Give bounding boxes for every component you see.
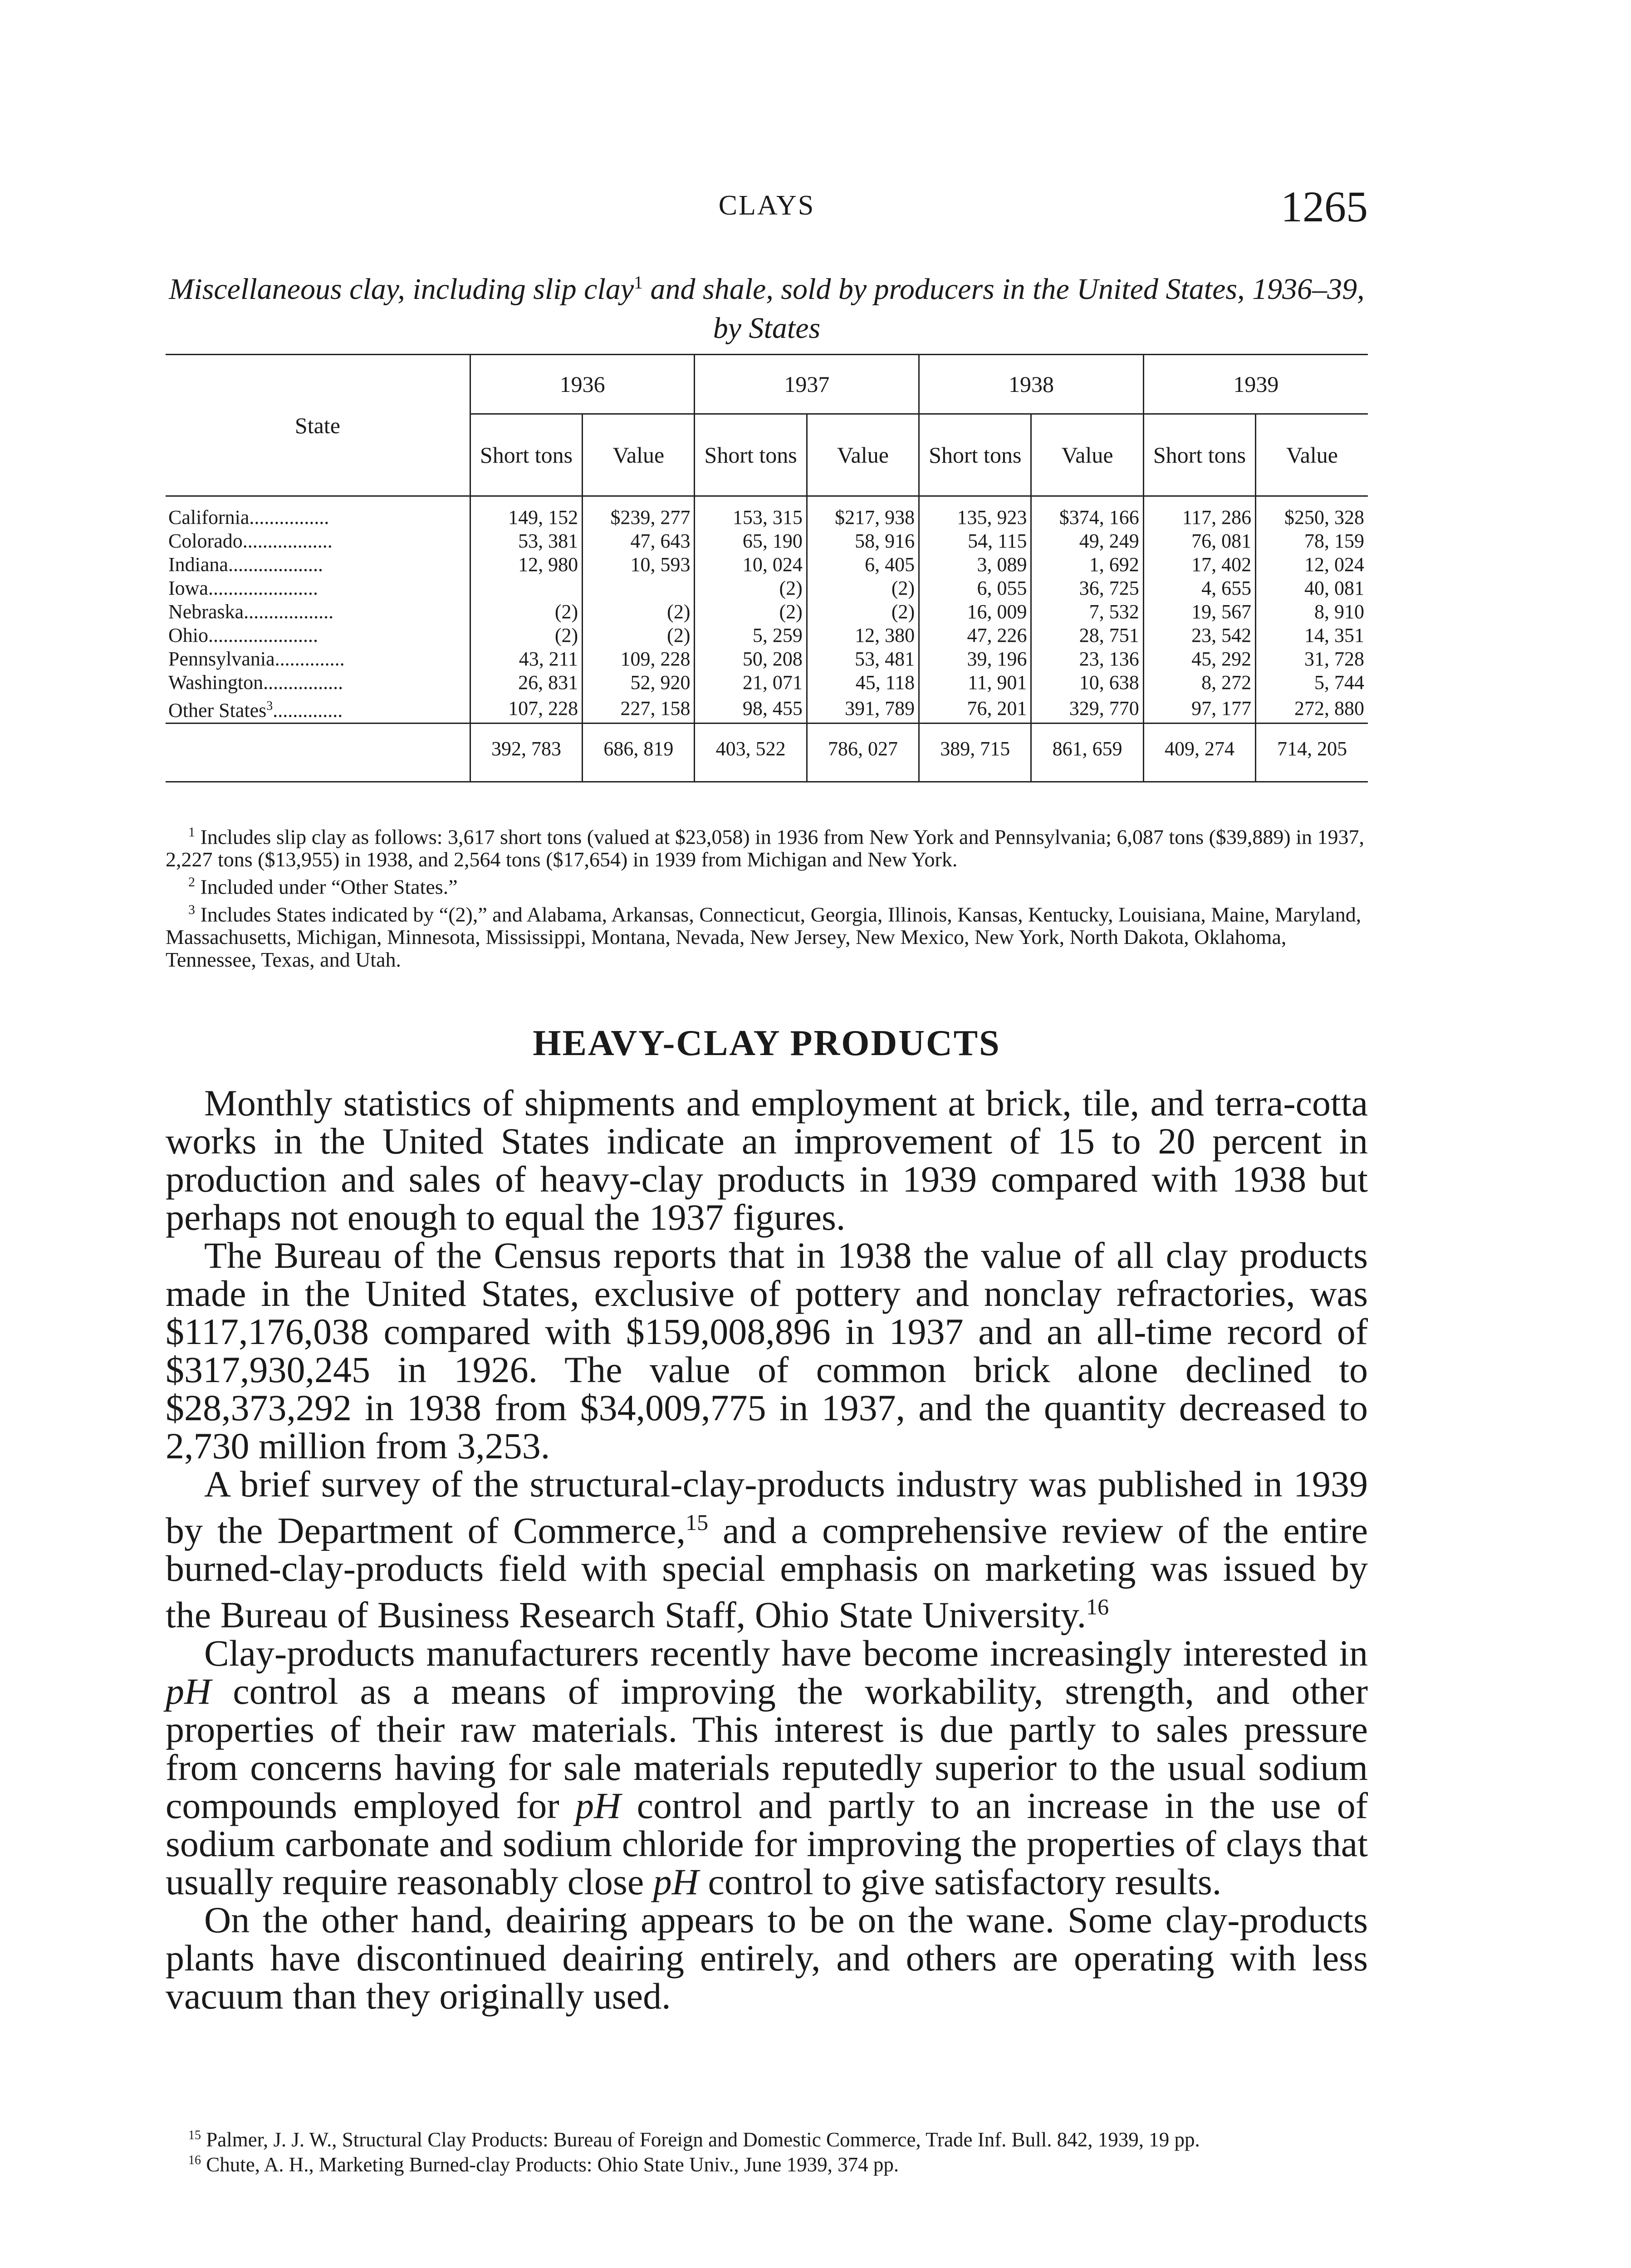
value-cell: 10, 593 xyxy=(583,553,695,577)
paragraph-text: A brief survey of the structural-clay-products industry was published in 1939 by the Department of Commerce, xyxy=(166,1463,1368,1551)
table-note xyxy=(166,899,1368,971)
footnote-number: 15 xyxy=(188,2128,201,2142)
table-header-row xyxy=(166,355,1368,414)
short-tons-cell: 107, 228 xyxy=(470,694,582,723)
short-tons-cell: 47, 226 xyxy=(919,624,1031,647)
total-label-cell xyxy=(166,723,470,782)
short-tons-cell: 10, 024 xyxy=(695,553,807,577)
leader-dots: .............. xyxy=(273,699,343,722)
table-row xyxy=(166,647,1368,671)
value-cell: 31, 728 xyxy=(1256,647,1368,671)
value-header: Value xyxy=(1031,414,1143,496)
short-tons-cell: (2) xyxy=(470,600,582,624)
value-cell: 12, 024 xyxy=(1256,553,1368,577)
short-tons-cell: 153, 315 xyxy=(695,496,807,530)
value-cell: $239, 277 xyxy=(583,496,695,530)
short-tons-cell: 50, 208 xyxy=(695,647,807,671)
short-tons-cell: (2) xyxy=(695,600,807,624)
state-cell xyxy=(166,671,470,694)
state-name: Nebraska xyxy=(168,601,244,623)
note-text: Includes slip clay as follows: 3,617 short tons (valued at $23,058) in 1936 from New York and Pennsylvania; 6,087 tons ($39,889) in 1937, 2,227 tons ($13,955) in 1938, and 2,564 tons ($17,654) in 1939 from Michigan and New York. xyxy=(166,825,1365,871)
value-cell: 45, 118 xyxy=(807,671,919,694)
paragraph-text: Clay-products manufacturers recently have become increasingly interested in xyxy=(204,1632,1368,1674)
value-cell: 6, 405 xyxy=(807,553,919,577)
year-header: 1936 xyxy=(470,355,695,414)
table-row xyxy=(166,496,1368,530)
short-tons-header: Short tons xyxy=(695,414,807,496)
table-row xyxy=(166,671,1368,694)
short-tons-cell: 54, 115 xyxy=(919,529,1031,553)
value-cell: $250, 328 xyxy=(1256,496,1368,530)
table-row xyxy=(166,553,1368,577)
caption-text: Miscellaneous clay, including slip clay xyxy=(169,273,634,306)
short-tons-cell: 97, 177 xyxy=(1143,694,1255,723)
value-cell: 28, 751 xyxy=(1031,624,1143,647)
table-row xyxy=(166,694,1368,723)
note-text: Included under “Other States.” xyxy=(200,875,458,899)
short-tons-cell: 21, 071 xyxy=(695,671,807,694)
value-cell: $217, 938 xyxy=(807,496,919,530)
table-row xyxy=(166,529,1368,553)
leader-dots: ................ xyxy=(249,506,329,528)
value-cell: 272, 880 xyxy=(1256,694,1368,723)
state-name: Pennsylvania xyxy=(168,648,275,670)
short-tons-header: Short tons xyxy=(470,414,582,496)
value-cell: 12, 380 xyxy=(807,624,919,647)
ph-term: pH xyxy=(653,1861,699,1902)
state-column-header: State xyxy=(166,355,470,496)
state-name: Washington xyxy=(168,671,264,694)
value-cell: 10, 638 xyxy=(1031,671,1143,694)
note-ref: 3 xyxy=(266,699,273,713)
short-tons-cell: 6, 055 xyxy=(919,577,1031,600)
paragraph xyxy=(166,1465,1368,1634)
note-text: Includes States indicated by “(2),” and Alabama, Arkansas, Connecticut, Georgia, Illinois, Kansas, Kentucky, Louisiana, Maine, Maryland, Massachusetts, Michigan, Minnesota, Mississippi, Montana, Nevada, New Jersey, New Mexico, New York, North Dakota, Oklahoma, Tennessee, Texas, and Utah. xyxy=(166,902,1362,971)
value-cell: 58, 916 xyxy=(807,529,919,553)
value-cell: $374, 166 xyxy=(1031,496,1143,530)
value-cell: 78, 159 xyxy=(1256,529,1368,553)
short-tons-cell: 17, 402 xyxy=(1143,553,1255,577)
short-tons-cell: 39, 196 xyxy=(919,647,1031,671)
state-cell xyxy=(166,553,470,577)
value-cell: (2) xyxy=(807,577,919,600)
value-cell: 23, 136 xyxy=(1031,647,1143,671)
caption-note-ref: 1 xyxy=(634,272,643,293)
value-header: Value xyxy=(583,414,695,496)
value-header: Value xyxy=(1256,414,1368,496)
state-cell xyxy=(166,496,470,530)
footnote-number: 16 xyxy=(188,2153,201,2167)
value-cell: 53, 481 xyxy=(807,647,919,671)
running-title: CLAYS xyxy=(718,190,815,221)
short-tons-cell xyxy=(470,577,582,600)
table-body xyxy=(166,496,1368,782)
footnotes xyxy=(166,2125,1368,2175)
value-cell: 227, 158 xyxy=(583,694,695,723)
paragraph-text: control as a means of improving the workability, strength, and other properties of their raw materials. This interest is due partly to sales pressure from concerns having for sale materials reputedly superior to the usual sodium compounds employed for xyxy=(166,1670,1368,1826)
value-cell: 391, 789 xyxy=(807,694,919,723)
short-tons-cell: (2) xyxy=(470,624,582,647)
total-cell: 714, 205 xyxy=(1256,723,1368,782)
footnote xyxy=(166,2150,1368,2175)
leader-dots: ...................... xyxy=(208,577,318,599)
state-cell xyxy=(166,624,470,647)
total-cell: 403, 522 xyxy=(695,723,807,782)
leader-dots: ...................... xyxy=(208,624,318,646)
footnote-ref: 16 xyxy=(1086,1594,1109,1620)
value-cell: (2) xyxy=(583,600,695,624)
running-head xyxy=(166,181,1368,231)
state-cell xyxy=(166,647,470,671)
short-tons-cell: 135, 923 xyxy=(919,496,1031,530)
value-cell: (2) xyxy=(807,600,919,624)
short-tons-cell: 76, 201 xyxy=(919,694,1031,723)
state-cell xyxy=(166,529,470,553)
value-cell: 109, 228 xyxy=(583,647,695,671)
paragraph-text: and a comprehensive review of the entire burned-clay-products field with special emphasis on marketing was issued by the Bureau of Business Research Staff, Ohio State University. xyxy=(166,1510,1368,1636)
clay-table-wrapper xyxy=(166,354,1368,782)
short-tons-cell: 98, 455 xyxy=(695,694,807,723)
leader-dots: .................. xyxy=(242,530,333,552)
page-number: 1265 xyxy=(1281,182,1368,231)
state-name: Other States xyxy=(168,699,267,722)
leader-dots: ................... xyxy=(228,553,323,576)
short-tons-cell: 53, 381 xyxy=(470,529,582,553)
table-row xyxy=(166,600,1368,624)
short-tons-cell: 19, 567 xyxy=(1143,600,1255,624)
value-cell: 36, 725 xyxy=(1031,577,1143,600)
short-tons-header: Short tons xyxy=(919,414,1031,496)
table-notes xyxy=(166,821,1368,971)
value-cell: 5, 744 xyxy=(1256,671,1368,694)
short-tons-cell: 43, 211 xyxy=(470,647,582,671)
total-cell: 392, 783 xyxy=(470,723,582,782)
value-cell: 8, 910 xyxy=(1256,600,1368,624)
table-row xyxy=(166,624,1368,647)
paragraph: On the other hand, deairing appears to be on the wane. Some clay-products plants have discontinued deairing entirely, and others are operating with less vacuum than they originally used. xyxy=(166,1899,1368,2017)
ph-term: pH xyxy=(166,1670,211,1712)
total-cell: 861, 659 xyxy=(1031,723,1143,782)
short-tons-cell: 3, 089 xyxy=(919,553,1031,577)
short-tons-cell: 117, 286 xyxy=(1143,496,1255,530)
short-tons-cell: 11, 901 xyxy=(919,671,1031,694)
paragraph-text: control to give satisfactory results. xyxy=(698,1861,1222,1902)
state-cell xyxy=(166,577,470,600)
year-header: 1937 xyxy=(695,355,919,414)
paragraph xyxy=(166,1634,1368,1901)
paragraph: Monthly statistics of shipments and employment at brick, tile, and terra-cotta works in the United States indicate an improvement of 15 to 20 percent in production and sales of heavy-clay products in 1939 compared with 1938 but perhaps not enough to equal the 1937 figures. xyxy=(166,1082,1368,1238)
table-caption xyxy=(166,263,1368,348)
total-cell: 409, 274 xyxy=(1143,723,1255,782)
short-tons-cell: 12, 980 xyxy=(470,553,582,577)
year-header: 1939 xyxy=(1143,355,1368,414)
leader-dots: .............. xyxy=(274,648,345,670)
total-cell: 786, 027 xyxy=(807,723,919,782)
short-tons-cell: 5, 259 xyxy=(695,624,807,647)
footnote-text: Chute, A. H., Marketing Burned-clay Products: Ohio State Univ., June 1939, 374 pp. xyxy=(206,2153,899,2176)
table-note xyxy=(166,821,1368,871)
paragraph: The Bureau of the Census reports that in 1938 the value of all clay products made in the United States, exclusive of pottery and nonclay refractories, was $117,176,038 compared with $159,008,896 in 1937 and an all-time record of $317,930,245 in 1926. The value of common brick alone declined to $28,373,292 in 1938 from $34,009,775 in 1937, and the quantity decreased to 2,730 million from 3,253. xyxy=(166,1235,1368,1466)
footnote xyxy=(166,2125,1368,2150)
value-cell: 1, 692 xyxy=(1031,553,1143,577)
ph-term: pH xyxy=(575,1784,621,1826)
state-cell xyxy=(166,600,470,624)
leader-dots: ................ xyxy=(263,671,343,694)
value-cell: 40, 081 xyxy=(1256,577,1368,600)
value-cell: 49, 249 xyxy=(1031,529,1143,553)
short-tons-cell: 4, 655 xyxy=(1143,577,1255,600)
state-name: Indiana xyxy=(168,553,228,576)
short-tons-cell: 8, 272 xyxy=(1143,671,1255,694)
state-cell xyxy=(166,694,470,723)
table-row xyxy=(166,577,1368,600)
footnote-text: Palmer, J. J. W., Structural Clay Products: Bureau of Foreign and Domestic Commerce, Trade Inf. Bull. 842, 1939, 19 pp. xyxy=(206,2128,1200,2151)
short-tons-cell: 23, 542 xyxy=(1143,624,1255,647)
value-header: Value xyxy=(807,414,919,496)
table-note xyxy=(166,871,1368,898)
state-name: Ohio xyxy=(168,624,208,646)
short-tons-cell: 26, 831 xyxy=(470,671,582,694)
total-cell: 686, 819 xyxy=(583,723,695,782)
value-cell: 52, 920 xyxy=(583,671,695,694)
body-text xyxy=(166,1084,1368,2015)
short-tons-cell: 65, 190 xyxy=(695,529,807,553)
value-cell: (2) xyxy=(583,624,695,647)
total-row xyxy=(166,723,1368,782)
short-tons-cell: 76, 081 xyxy=(1143,529,1255,553)
short-tons-cell: 45, 292 xyxy=(1143,647,1255,671)
caption-text: and shale, sold by producers in the United States, 1936–39, by States xyxy=(650,273,1365,345)
state-name: Colorado xyxy=(168,530,243,552)
clay-production-table xyxy=(166,354,1368,782)
note-ref: 1 xyxy=(188,825,195,840)
value-cell: 47, 643 xyxy=(583,529,695,553)
note-ref: 3 xyxy=(188,902,195,917)
short-tons-header: Short tons xyxy=(1143,414,1255,496)
value-cell: 329, 770 xyxy=(1031,694,1143,723)
state-name: Iowa xyxy=(168,577,208,599)
section-heading: HEAVY-CLAY PRODUCTS xyxy=(533,1023,1001,1063)
short-tons-cell: (2) xyxy=(695,577,807,600)
value-cell: 14, 351 xyxy=(1256,624,1368,647)
year-header: 1938 xyxy=(919,355,1144,414)
value-cell xyxy=(583,577,695,600)
leader-dots: .................. xyxy=(244,601,334,623)
total-cell: 389, 715 xyxy=(919,723,1031,782)
footnote-ref: 15 xyxy=(686,1510,709,1535)
paragraph-text: control and partly to an increase in the use of sodium carbonate and sodium chloride for improving the properties of clays that usually require reasonably close xyxy=(166,1784,1368,1902)
note-ref: 2 xyxy=(188,875,195,890)
short-tons-cell: 149, 152 xyxy=(470,496,582,530)
value-cell: 7, 532 xyxy=(1031,600,1143,624)
state-name: California xyxy=(168,506,250,528)
short-tons-cell: 16, 009 xyxy=(919,600,1031,624)
